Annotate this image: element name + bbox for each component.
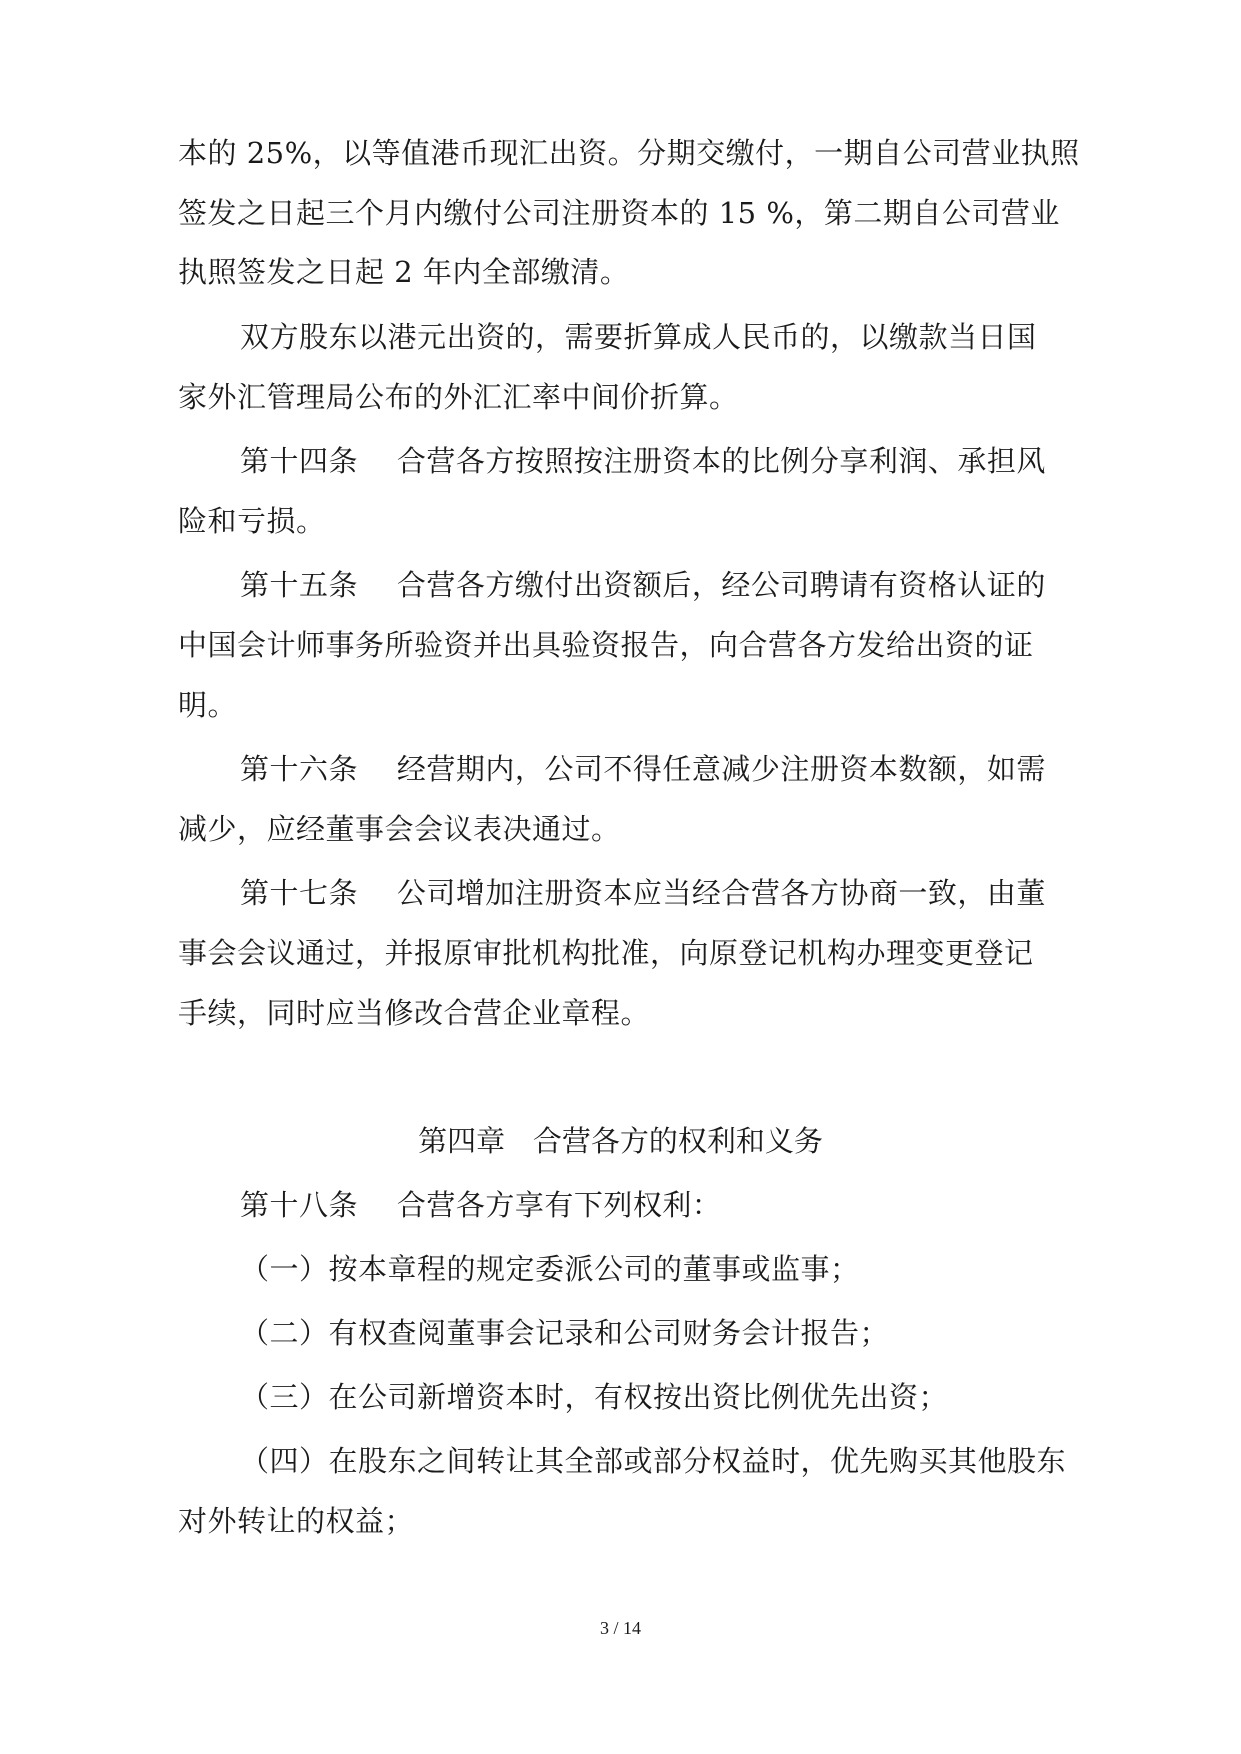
article-15-label: 第十五条 bbox=[240, 568, 359, 602]
paragraph-1-line-2: 签发之日起三个月内缴付公司注册资本的 15 %，第二期自公司营业 bbox=[178, 196, 1060, 230]
list-item-right-2 bbox=[240, 1316, 889, 1350]
list-item-right-4-continuation: 对外转让的权益； bbox=[178, 1504, 415, 1538]
article-16-label: 第十六条 bbox=[240, 752, 359, 786]
article-14-line-2: 险和亏损。 bbox=[178, 504, 326, 538]
article-14-text: 合营各方按照按注册资本的比例分享利润、承担风 bbox=[396, 444, 1046, 478]
list-item-right-4 bbox=[240, 1444, 1066, 1478]
chapter-heading bbox=[0, 1124, 1241, 1158]
article-16-line-1 bbox=[240, 752, 1046, 786]
paragraph-1-line-1: 本的 25%，以等值港币现汇出资。分期交缴付，一期自公司营业执照 bbox=[178, 136, 1080, 170]
article-14-line-1 bbox=[240, 444, 1046, 478]
list-item-right-1 bbox=[240, 1252, 860, 1286]
article-18-text: 合营各方享有下列权利： bbox=[396, 1188, 722, 1222]
list-item-text: 在股东之间转让其全部或部分权益时，优先购买其他股东 bbox=[328, 1444, 1067, 1478]
article-15-line-2: 中国会计师事务所验资并出具验资报告，向合营各方发给出资的证 bbox=[178, 628, 1034, 662]
chapter-title: 合营各方的权利和义务 bbox=[532, 1124, 823, 1158]
article-15-line-3: 明。 bbox=[178, 688, 238, 722]
article-17-label: 第十七条 bbox=[240, 876, 359, 910]
list-item-right-3 bbox=[240, 1380, 948, 1414]
article-15-line-1 bbox=[240, 568, 1046, 602]
page-number: 3 / 14 bbox=[599, 1618, 641, 1638]
paragraph-1-line-3: 执照签发之日起 2 年内全部缴清。 bbox=[178, 255, 630, 289]
article-17-text: 公司增加注册资本应当经合营各方协商一致，由董 bbox=[396, 876, 1046, 910]
article-15-text: 合营各方缴付出资额后，经公司聘请有资格认证的 bbox=[396, 568, 1046, 602]
list-marker: （三） bbox=[240, 1380, 329, 1414]
article-16-line-2: 减少，应经董事会会议表决通过。 bbox=[178, 812, 621, 846]
list-item-text: 有权查阅董事会记录和公司财务会计报告； bbox=[328, 1316, 890, 1350]
chapter-number: 第四章 bbox=[418, 1124, 506, 1158]
article-17-line-1 bbox=[240, 876, 1046, 910]
article-18-line-1 bbox=[240, 1188, 721, 1222]
list-item-text: 在公司新增资本时，有权按出资比例优先出资； bbox=[328, 1380, 949, 1414]
article-17-line-3: 手续，同时应当修改合营企业章程。 bbox=[178, 996, 651, 1030]
article-17-line-2: 事会会议通过，并报原审批机构批准，向原登记机构办理变更登记 bbox=[178, 936, 1034, 970]
list-marker: （二） bbox=[240, 1316, 329, 1350]
article-14-label: 第十四条 bbox=[240, 444, 359, 478]
article-16-text: 经营期内，公司不得任意减少注册资本数额，如需 bbox=[396, 752, 1046, 786]
list-marker: （一） bbox=[240, 1252, 329, 1286]
paragraph-2-line-1: 双方股东以港元出资的，需要折算成人民币的，以缴款当日国 bbox=[240, 320, 1037, 354]
list-item-text: 按本章程的规定委派公司的董事或监事； bbox=[328, 1252, 860, 1286]
paragraph-2-line-2: 家外汇管理局公布的外汇汇率中间价折算。 bbox=[178, 380, 739, 414]
article-18-label: 第十八条 bbox=[240, 1188, 359, 1222]
list-marker: （四） bbox=[240, 1444, 329, 1478]
